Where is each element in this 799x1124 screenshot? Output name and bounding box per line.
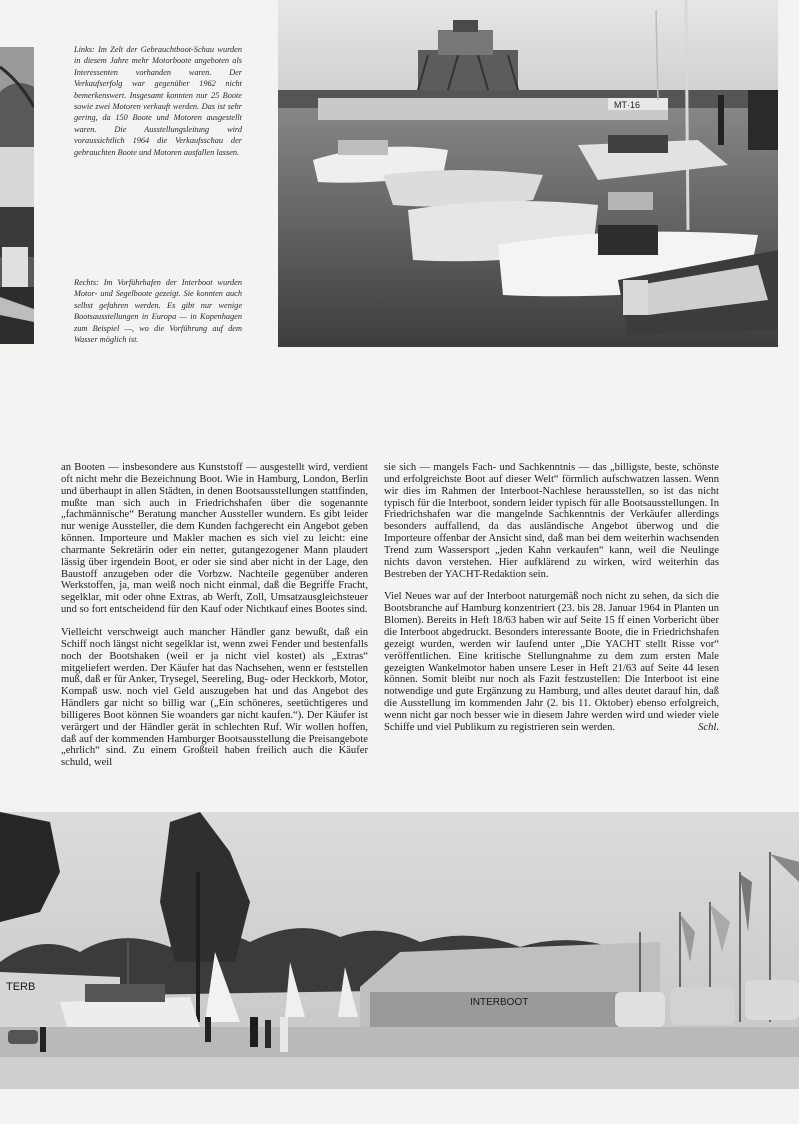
photo-tent-interior bbox=[0, 47, 34, 344]
tent-sign: TERB bbox=[6, 981, 36, 993]
article-paragraph: an Booten — insbesondere aus Kunststoff — ausgestellt wird, verdient oft nicht mehr die Bezeichnung Boot. Wie in Hamburg, London, Berlin und überhaupt in allen Städten, in denen Bootsausstellungen stattfinden, mußte man sich auch in Friedrichshafen über die sogenannte „fachmännische“ Beratung mancher Aussteller wundern. Es gibt leider nur wenige Aussteller, die dem Kunden fachgerecht ein Angebot geben können. Importeure und Makler machen es sich viel zu leicht: eine charmante Sekretärin oder ein netter, gutangezogener Mann plaudert lässig über irgendein Boot, er oder sie sind aber nicht in der Lage, den Baustoff anzugeben oder die Vorbzw. Nachteile gegenüber anderen Werkstoffen, ja, man weiß noch nicht einmal, daß die Begriffe Fracht, segelklar, mit oder ohne Extras, ab Werft, Zoll, Umsatzausgleichsteuer und so fort entscheidend für den Kauf oder Nichtkauf eines Bootes sind. bbox=[61, 462, 368, 616]
caption-right bbox=[74, 277, 242, 345]
article-paragraph: sie sich — mangels Fach- und Sachkenntnis — das „billigste, beste, schönste und erfolgreichste Boot auf dieser Welt“ förmlich aufschwatzen lassen. Wenn wir dies im Rahmen der Interboot-Nachlese herausstellen, so ist das nicht typisch für die Interboot, sondern leider typisch für alle Bootsausstellungen. In Friedrichshafen war die mangelnde Sachkenntnis der Verkäufer allerdings besonders auffallend, da das ausländische Angebot überwog und die Importeure offenbar der Ansicht sind, daß man bei dem weiterhin wachsenden Trend zum Wassersport „jeden Kahn verkaufen“ kann, weil die Neulinge nichts davon verstehen. Hier aufklärend zu wirken, wird weiterhin das Bestreben der YACHT-Redaktion sein. bbox=[384, 462, 719, 580]
caption-left-text: Links: Im Zelt der Gebrauchtboot-Schau wurden in diesem Jahre mehr Motorboote angeboten als Interessenten vorhanden waren. Der Verkaufserfolg war gegenüber 1962 nicht bemerkenswert. Insgesamt konnten nur 25 Boote sowie zwei Motoren verkauft werden. Das ist sehr gering, da 150 Boote und Motoren ausgestellt waren. Die Ausstellungsleitung wird voraussichtlich 1964 die Verkaufsschau der gebrauchten Boote und Motoren ausfallen lassen. bbox=[74, 45, 242, 157]
article-column-1 bbox=[61, 462, 368, 780]
photo-exhibition-grounds bbox=[0, 812, 799, 1089]
photo-demo-harbor bbox=[278, 0, 778, 347]
caption-right-text: Rechts: Im Vorführhafen der Interboot wurden Motor- und Segelboote gezeigt. Sie konnten auch selbst gefahren werden. Es gibt nur wenige Bootsausstellungen in Europa — in Kopenhagen zum Beispiel —, wo die Vorführung auf dem Wasser möglich ist. bbox=[74, 278, 242, 345]
article-paragraph: Viel Neues war auf der Interboot naturgemäß noch nicht zu sehen, da sich die Bootsbranche auf Hamburg konzentriert (23. bis 28. Januar 1964 in Planten un Blomen). Bereits in Heft 18/63 haben wir auf Seite 15 ff einen Vorbericht über die Interboot abgedruckt. Besonders interessante Boote, die in Friedrichshafen gezeigt wurden, werden wir laufend unter „Die YACHT stellt Risse vor“ veröffentlichen. Eine kritische Stellungnahme zu dem zum ersten Male gezeigten Wankelmotor haben unsere Leser in Heft 21/63 auf Seite 44 lesen können. Somit bleibt nur noch als Fazit festzustellen: Die Interboot ist eine notwendige und gute Ergänzung zu Hamburg, und alles deutet darauf hin, daß die Ausstellung im kommenden Jahr (2. bis 11. Oktober) ebenso erfolgreich, wenn nicht gar noch besser wie in diesem Jahre werden wird und wieder viele Schiffe und viel Publikum zu registrieren sein werden. bbox=[384, 591, 719, 733]
article-paragraph: Vielleicht verschweigt auch mancher Händler ganz bewußt, daß ein Schiff noch längst nicht segelklar ist, wenn zwei Fender und bestenfalls noch der Bootshaken (weil er ja nicht viel kostet) als „Extras“ mitgeliefert werden. Der Käufer hat das Nachsehen, wenn er feststellen muß, daß er für Anker, Trysegel, Seereling, Bug- oder Heckkorb, Motor, Kompaß usw. noch viel Geld auszugeben hat und das Angebot des Händlers gar nicht so billig war („Ein schöneres, seetüchtigeres und billigeres Boot können Sie woanders gar nicht kaufen.“). Der Käufer ist verärgert und der Händler gerät in schlechten Ruf. Wir wollen hoffen, daß auf der kommenden Hamburger Bootsausstellung die Preisangebote „ehrlich“ sind. Zu einem Großteil haben freilich auch die Käufer schuld, weil bbox=[61, 626, 368, 769]
ferry-sign: MT·16 bbox=[614, 100, 641, 110]
author-signature: Schl. bbox=[698, 721, 719, 733]
caption-left bbox=[74, 44, 242, 158]
article-column-2 bbox=[384, 462, 719, 734]
hall-sign: INTERBOOT bbox=[470, 997, 529, 1008]
